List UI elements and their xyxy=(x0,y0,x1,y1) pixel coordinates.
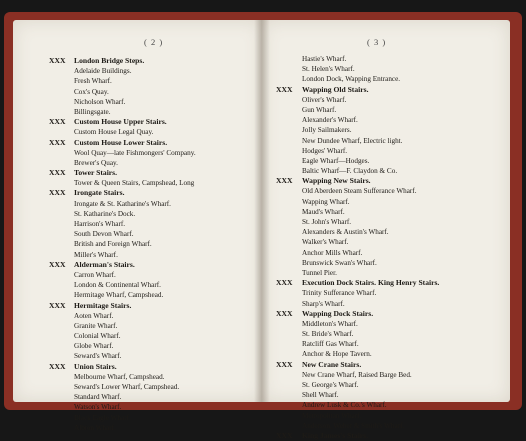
wharf-entry xyxy=(13,148,262,158)
xxx-marker: XXX xyxy=(276,430,293,440)
wharf-name: Maud's Wharf. xyxy=(302,207,345,216)
wharf-entry xyxy=(262,207,510,217)
wharf-entry xyxy=(13,280,262,290)
wharf-name: Watson's Wharf. xyxy=(74,403,122,412)
wharf-entry xyxy=(262,186,510,196)
wharf-name: Alexander's Wharf. xyxy=(302,116,358,125)
wharf-name: Eagle Wharf—Hodges. xyxy=(302,156,370,165)
wharf-name: Shell Wharf. xyxy=(302,391,339,400)
xxx-marker: XXX xyxy=(276,176,293,186)
wharf-entry xyxy=(262,237,510,247)
xxx-marker: XXX xyxy=(49,56,66,65)
wharf-entry xyxy=(262,329,510,339)
wharf-entry xyxy=(262,197,510,207)
stairs-heading xyxy=(13,362,262,372)
stairs-heading xyxy=(13,138,262,148)
wharf-entry xyxy=(13,321,262,331)
wharf-name: Billingsgate. xyxy=(74,107,111,116)
wharf-name: Baltic Wharf—F. Claydon & Co. xyxy=(302,167,398,176)
xxx-marker: XXX xyxy=(49,137,66,147)
xxx-marker: XXX xyxy=(276,359,293,369)
stairs-name: Hermitage Stairs. xyxy=(74,300,132,310)
wharf-name: Irongate & St. Katharine's Wharf. xyxy=(74,199,171,208)
left-page xyxy=(13,20,262,432)
wharf-entry xyxy=(262,105,510,115)
wharf-entry xyxy=(13,250,262,260)
wharf-entry xyxy=(262,54,510,64)
wharf-entry xyxy=(13,97,262,107)
wharf-name: Hastie's Wharf. xyxy=(302,55,347,63)
wharf-name: Seward's Wharf. xyxy=(74,352,122,361)
wharf-name: South Devon Wharf. xyxy=(74,230,134,239)
wharf-name: Sharp's Wharf. xyxy=(302,299,345,308)
stairs-name: Irongate Stairs. xyxy=(74,188,125,198)
stairs-heading xyxy=(262,431,510,441)
wharf-entry xyxy=(262,349,510,359)
wharf-name: Custom House Legal Quay. xyxy=(74,128,154,137)
wharf-entry xyxy=(262,421,510,431)
stairs-name: Custom House Upper Stairs. xyxy=(74,117,167,127)
wharf-entry xyxy=(262,156,510,166)
wharf-name: St. Helen's Wharf. xyxy=(302,65,355,74)
xxx-marker: XXX xyxy=(49,188,66,198)
wharf-entry xyxy=(13,229,262,239)
wharf-name: Tower & Queen Stairs, Campshead, Long xyxy=(74,179,195,188)
wharf-name: Ratcliff Gas Wharf. xyxy=(302,340,359,349)
wharf-name: Metropolitan Wharf. xyxy=(302,411,362,420)
wharf-name: Old Aberdeen Steam Sufferance Wharf. xyxy=(302,187,417,196)
wharf-name: Walker's Wharf. xyxy=(302,238,349,247)
wharf-name: Gun Wharf. xyxy=(302,105,337,114)
wharf-entry xyxy=(13,66,262,76)
stairs-heading xyxy=(13,56,262,66)
wharf-entry xyxy=(13,209,262,219)
wharf-entry xyxy=(13,372,262,382)
stairs-heading xyxy=(13,301,262,311)
xxx-marker: XXX xyxy=(49,300,66,310)
xxx-marker: XXX xyxy=(49,361,66,371)
wharf-entry xyxy=(262,146,510,156)
wharf-name: Carron Wharf. xyxy=(74,270,116,279)
wharf-name: Hodges' Wharf. xyxy=(302,146,348,155)
wharf-entry xyxy=(262,64,510,74)
wharf-entry xyxy=(13,402,262,412)
wharf-entry xyxy=(13,178,262,188)
stairs-heading xyxy=(262,360,510,370)
stairs-name: Tower Stairs. xyxy=(74,168,118,178)
wharf-name: London Dock, Wapping Entrance. xyxy=(302,75,401,84)
stairs-name: Custom House Lower Stairs. xyxy=(74,137,168,147)
wharf-entry xyxy=(262,258,510,268)
wharf-name: Anderson, Weber & Smith's Wharf. xyxy=(302,421,405,430)
xxx-marker: XXX xyxy=(276,84,293,94)
wharf-name: Brunswick Swan's Wharf. xyxy=(302,258,377,267)
wharf-entry xyxy=(13,423,262,433)
wharf-entry xyxy=(262,248,510,258)
stairs-name: London Bridge Steps. xyxy=(74,56,145,65)
stairs-heading xyxy=(13,260,262,270)
wharf-name: Colonial Wharf. xyxy=(74,332,121,341)
stairs-name: Wapping Old Stairs. xyxy=(302,84,369,94)
wharf-entry xyxy=(262,125,510,135)
wharf-name: Tunnel Pier. xyxy=(302,268,337,277)
wharf-name: St. Bride's Wharf. xyxy=(302,330,354,339)
stairs-name: Union Stairs. xyxy=(74,361,117,371)
stairs-heading xyxy=(13,117,262,127)
wharf-entry xyxy=(262,227,510,237)
wharf-name: Andrew Lusk & Co.'s Wharf. xyxy=(302,401,387,410)
entry-list xyxy=(262,54,510,441)
wharf-entry xyxy=(13,290,262,300)
wharf-name: Anchor Mills Wharf. xyxy=(302,248,363,257)
wharf-entry xyxy=(262,217,510,227)
xxx-marker: XXX xyxy=(49,117,66,127)
stairs-name: Execution Dock Stairs. King Henry Stairs. xyxy=(302,278,440,288)
wharf-entry xyxy=(13,382,262,392)
wharf-name: London & Continental Wharf. xyxy=(74,281,161,290)
stairs-heading xyxy=(262,85,510,95)
wharf-name: Trinity Sufferance Wharf. xyxy=(302,289,377,298)
wharf-entry xyxy=(262,411,510,421)
wharf-entry xyxy=(262,390,510,400)
wharf-entry xyxy=(262,380,510,390)
page-number: ( 2 ) xyxy=(144,37,164,47)
wharf-entry xyxy=(13,127,262,137)
wharf-name: Globe Wharf. xyxy=(74,342,114,351)
wharf-entry xyxy=(13,199,262,209)
stairs-name: Alderman's Stairs. xyxy=(74,259,135,269)
wharf-name: Oliver's Wharf. xyxy=(302,95,347,104)
xxx-marker: XXX xyxy=(49,259,66,269)
wharf-name: Brewer's Quay. xyxy=(74,158,118,167)
xxx-marker: XXX xyxy=(276,278,293,288)
entry-list xyxy=(13,56,262,433)
stairs-heading xyxy=(262,278,510,288)
wharf-entry xyxy=(13,351,262,361)
wharf-entry xyxy=(262,74,510,84)
wharf-entry xyxy=(262,95,510,105)
wharf-name: Fresh Wharf. xyxy=(74,77,112,86)
wharf-entry xyxy=(262,339,510,349)
stairs-name: New Crane Stairs. xyxy=(302,359,362,369)
right-page xyxy=(262,20,510,440)
stairs-heading xyxy=(262,176,510,186)
xxx-marker: XXX xyxy=(49,168,66,178)
wharf-name: Middleton's Wharf. xyxy=(302,319,358,328)
wharf-name: Wool Quay—late Fishmongers' Company. xyxy=(74,148,196,157)
wharf-entry xyxy=(262,299,510,309)
book-gutter xyxy=(254,20,270,402)
wharf-entry xyxy=(13,239,262,249)
wharf-entry xyxy=(13,158,262,168)
wharf-name: British and Foreign Wharf. xyxy=(74,240,152,249)
xxx-marker: XXX xyxy=(276,308,293,318)
wharf-name: St. John's Wharf. xyxy=(302,218,352,226)
wharf-entry xyxy=(262,136,510,146)
wharf-name: Miller's Wharf. xyxy=(74,250,118,259)
wharf-name: Alexanders & Austin's Wharf. xyxy=(302,228,389,237)
wharf-name: Harrison's Wharf. xyxy=(74,220,126,228)
wharf-name: Standard Wharf. xyxy=(74,393,122,402)
wharf-name: Seward's Lower Wharf, Campshead. xyxy=(74,383,180,391)
wharf-entry xyxy=(13,107,262,117)
wharf-name: Black Eagle Wharf. xyxy=(74,413,131,422)
wharf-name: Cox's Quay. xyxy=(74,87,109,96)
wharf-name: Adelaide Buildings. xyxy=(74,67,132,76)
wharf-name: Aoten Wharf. xyxy=(74,311,114,320)
stairs-name: King James's Stairs. xyxy=(302,430,369,440)
wharf-name: Hermitage Wharf, Campshead. xyxy=(74,291,164,300)
wharf-name: Albion Wharf. xyxy=(74,423,116,432)
wharf-entry xyxy=(262,115,510,125)
stairs-heading xyxy=(13,168,262,178)
stairs-heading xyxy=(262,309,510,319)
wharf-name: Wapping Wharf. xyxy=(302,197,350,206)
wharf-entry xyxy=(262,288,510,298)
wharf-entry xyxy=(13,413,262,423)
stairs-name: Wapping Dock Stairs. xyxy=(302,308,374,318)
wharf-entry xyxy=(262,319,510,329)
wharf-entry xyxy=(13,270,262,280)
wharf-entry xyxy=(13,341,262,351)
wharf-entry xyxy=(13,87,262,97)
wharf-name: New Crane Wharf, Raised Barge Bed. xyxy=(302,370,412,379)
wharf-entry xyxy=(13,219,262,229)
wharf-entry xyxy=(13,76,262,86)
stairs-name: Wapping New Stairs. xyxy=(302,176,371,186)
wharf-name: Anchor & Hope Tavern. xyxy=(302,350,372,359)
wharf-name: Jolly Sailmakers. xyxy=(302,126,352,135)
wharf-entry xyxy=(13,331,262,341)
page-number: ( 3 ) xyxy=(367,37,387,47)
wharf-name: Nicholson Wharf. xyxy=(74,97,126,106)
wharf-name: Melbourne Wharf, Campshead. xyxy=(74,372,165,381)
wharf-entry xyxy=(262,268,510,278)
wharf-name: St. Katharine's Dock. xyxy=(74,209,136,218)
wharf-entry xyxy=(262,166,510,176)
stairs-heading xyxy=(13,188,262,198)
wharf-entry xyxy=(262,370,510,380)
wharf-name: New Dundee Wharf, Electric light. xyxy=(302,136,403,145)
wharf-entry xyxy=(13,392,262,402)
wharf-entry xyxy=(262,400,510,410)
wharf-name: St. George's Wharf. xyxy=(302,381,359,389)
wharf-entry xyxy=(13,311,262,321)
wharf-name: Granite Wharf. xyxy=(74,321,118,330)
